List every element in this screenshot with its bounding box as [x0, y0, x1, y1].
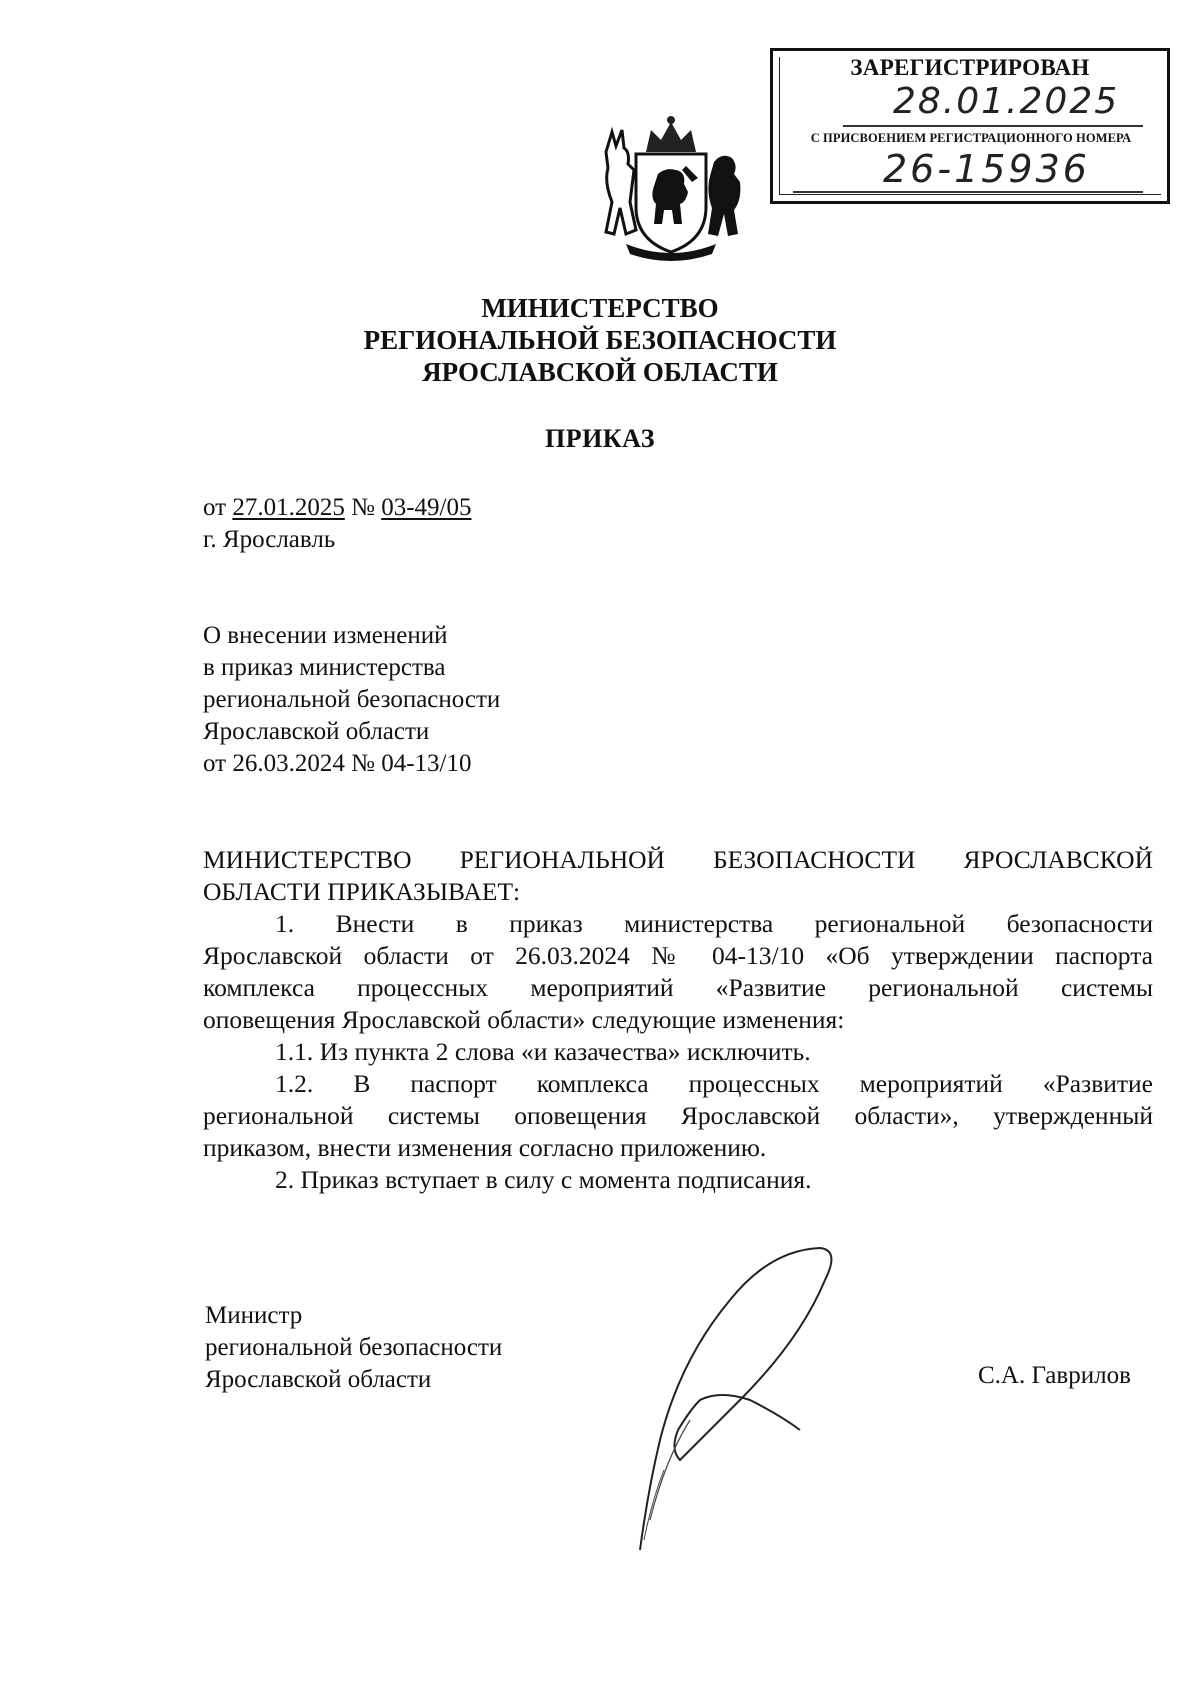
paragraph-1-2-line: приказом, внести изменения согласно приложению.: [203, 1133, 767, 1162]
paragraph-1-line: комплекса процессных мероприятий «Развитие региональной системы: [203, 973, 1153, 1002]
subject-line: от 26.03.2024 № 04-13/10: [203, 750, 472, 777]
registration-stamp: [770, 48, 1170, 204]
preamble-line: ОБЛАСТИ ПРИКАЗЫВАЕТ:: [203, 877, 521, 906]
subject-line: Ярославской области: [203, 718, 430, 745]
paragraph-1-2-line: 1.2. В паспорт комплекса процессных мероприятий «Развитие: [275, 1069, 1153, 1098]
order-number: 03-49/05: [381, 494, 472, 521]
ministry-name-line3: ЯРОСЛАВСКОЙ ОБЛАСТИ: [422, 357, 778, 387]
preamble-line: МИНИСТЕРСТВО РЕГИОНАЛЬНОЙ БЕЗОПАСНОСТИ ЯРОСЛАВСКОЙ: [203, 845, 1153, 874]
stamp-date-underline: [843, 125, 1143, 127]
stamp-number: 26-15936: [883, 147, 1090, 191]
subject-line: в приказ министерства: [203, 654, 446, 681]
ministry-name-line1: МИНИСТЕРСТВО: [481, 293, 719, 323]
paragraph-1-1: 1.1. Из пункта 2 слова «и казачества» исключить.: [275, 1037, 811, 1066]
paragraph-1-2-line: региональной системы оповещения Ярославской области», утвержденный: [203, 1101, 1153, 1130]
subject-line: региональной безопасности: [203, 686, 501, 713]
paragraph-1-line: 1. Внести в приказ министерства региональной безопасности: [275, 909, 1153, 938]
ministry-name-line2: РЕГИОНАЛЬНОЙ БЕЗОПАСНОСТИ: [363, 325, 837, 355]
order-date-number: [203, 492, 472, 524]
signatory-title-line: Ярославской области: [205, 1366, 432, 1393]
yaroslavl-coat-of-arms-icon: [596, 112, 746, 262]
stamp-title: ЗАРЕГИСТРИРОВАН: [850, 55, 1090, 80]
document-type: ПРИКАЗ: [544, 424, 656, 453]
paragraph-1-line: Ярославской области от 26.03.2024 № 04-13/10 «Об утверждении паспорта: [203, 941, 1153, 970]
signatory-name: С.А. Гаврилов: [978, 1362, 1131, 1389]
order-body: [203, 844, 1153, 1196]
paragraph-2: 2. Приказ вступает в силу с момента подписания.: [275, 1165, 812, 1194]
subject-line: О внесении изменений: [203, 622, 448, 649]
handwritten-signature-icon: [620, 1240, 850, 1560]
order-city: г. Ярославль: [203, 526, 336, 553]
paragraph-1-line: оповещения Ярославской области» следующие изменения:: [203, 1005, 845, 1034]
signatory-title-line: Министр: [205, 1302, 303, 1329]
order-date: 27.01.2025: [232, 494, 345, 521]
stamp-subtitle: С ПРИСВОЕНИЕМ РЕГИСТРАЦИОННОГО НОМЕРА: [810, 131, 1132, 145]
from-prefix: от: [203, 494, 227, 521]
stamp-date: 28.01.2025: [893, 81, 1120, 122]
number-prefix: №: [351, 494, 375, 521]
stamp-number-underline: [793, 191, 1143, 193]
signatory-title-line: региональной безопасности: [205, 1334, 503, 1361]
